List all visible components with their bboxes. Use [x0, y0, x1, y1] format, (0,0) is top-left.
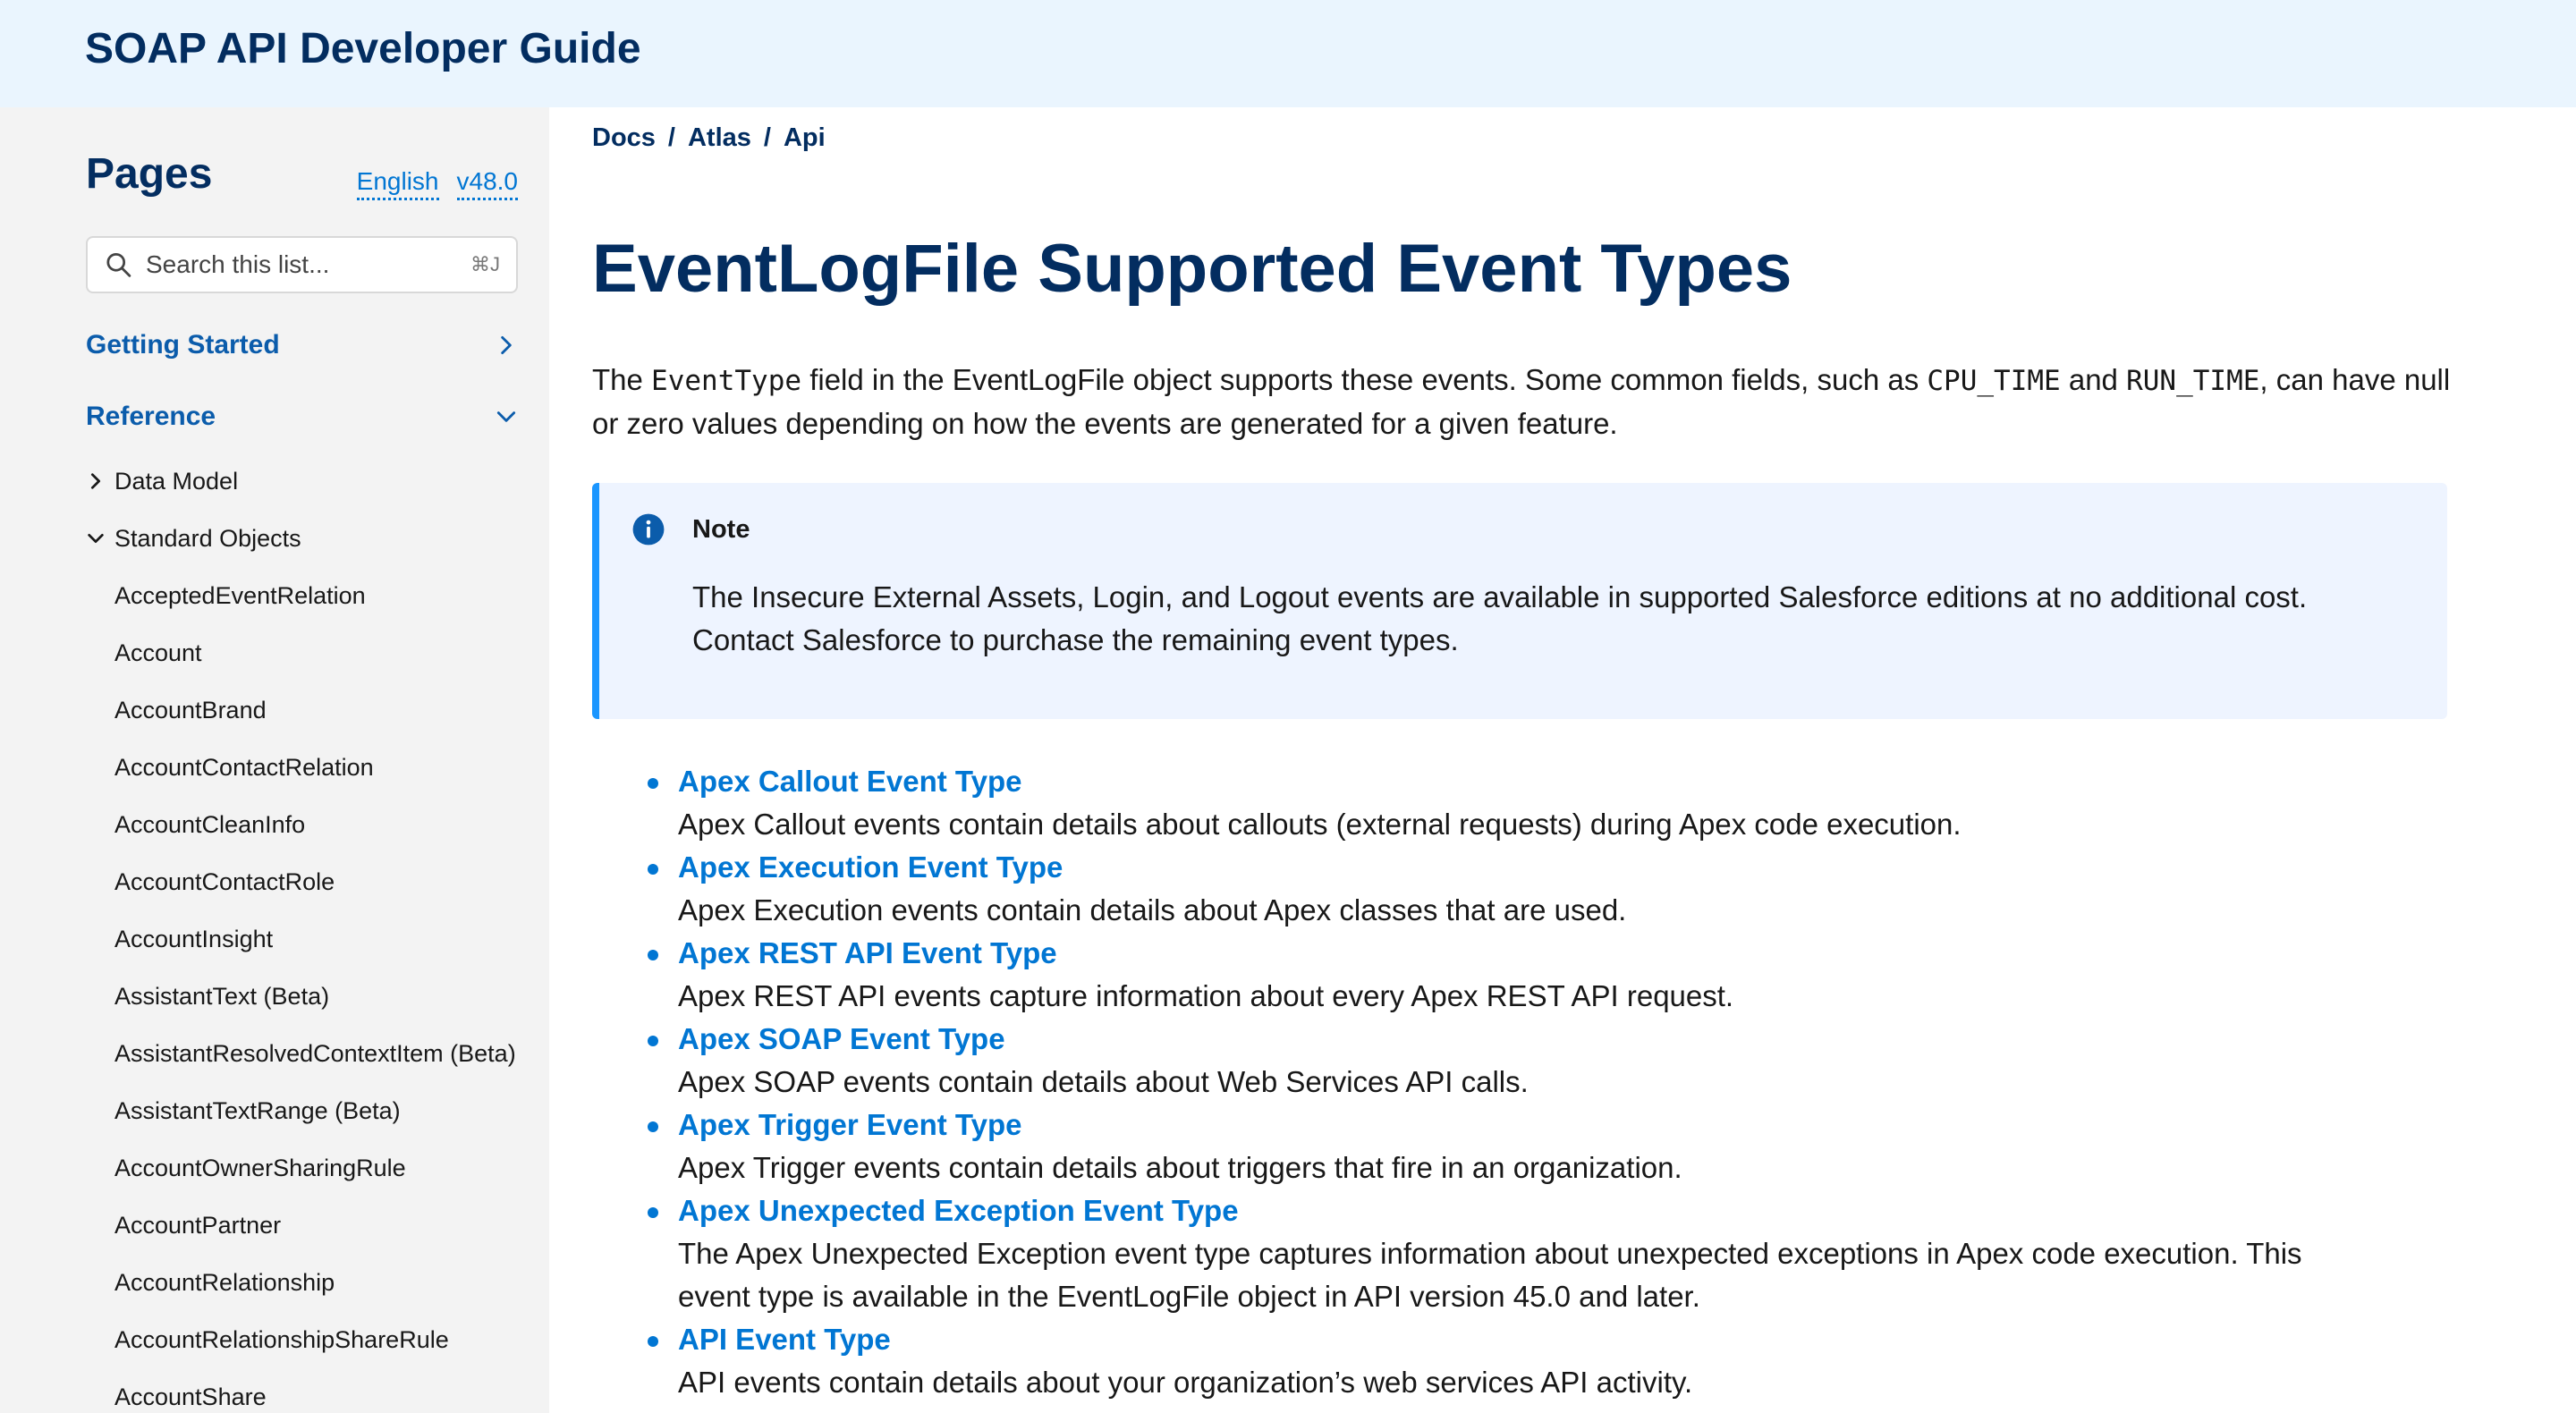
- object-item[interactable]: AssistantResolvedContextItem (Beta): [114, 1040, 516, 1067]
- object-item[interactable]: AccountRelationship: [114, 1269, 335, 1296]
- event-description: API events contain details about your organization’s web services API activity.: [678, 1366, 1693, 1399]
- bullet: [648, 864, 658, 875]
- guide-title[interactable]: SOAP API Developer Guide: [85, 25, 641, 72]
- breadcrumb-api[interactable]: Api: [783, 123, 826, 152]
- chevron-right-icon: [495, 334, 518, 357]
- intro-text: The: [592, 363, 652, 396]
- chevron-right-icon: [86, 471, 106, 491]
- event-description: Apex Trigger events contain details about triggers that fire in an organization.: [678, 1151, 1682, 1184]
- list-item: [592, 932, 2576, 1018]
- section-label: Getting Started: [86, 330, 280, 360]
- list-item: [592, 1018, 2576, 1104]
- bullet: [648, 1336, 658, 1347]
- bullet: [648, 1036, 658, 1046]
- breadcrumb: [592, 123, 2576, 153]
- page-title: EventLogFile Supported Event Types: [592, 231, 1792, 307]
- event-description: Apex Callout events contain details about callouts (external requests) during Apex code execution.: [678, 808, 1962, 841]
- note-callout: [592, 483, 2447, 719]
- inline-code: RUN_TIME: [2126, 365, 2260, 397]
- note-heading: Note: [692, 515, 750, 544]
- object-item[interactable]: AccountRelationshipShareRule: [114, 1326, 449, 1353]
- event-link-apex-soap[interactable]: Apex SOAP Event Type: [678, 1022, 1005, 1055]
- object-item[interactable]: AccountOwnerSharingRule: [114, 1155, 406, 1181]
- object-item[interactable]: AccountContactRole: [114, 868, 335, 895]
- breadcrumb-separator: /: [667, 123, 675, 152]
- intro-text: and: [2060, 363, 2127, 396]
- event-link-apex-unexpected-exception[interactable]: Apex Unexpected Exception Event Type: [678, 1194, 1239, 1227]
- breadcrumb-docs[interactable]: Docs: [592, 123, 656, 152]
- bullet: [648, 778, 658, 789]
- section-getting-started[interactable]: [86, 309, 518, 381]
- object-item[interactable]: AccountInsight: [114, 926, 274, 952]
- object-item[interactable]: AccountContactRelation: [114, 754, 374, 781]
- main-content: [549, 107, 2576, 1413]
- object-item[interactable]: AssistantTextRange (Beta): [114, 1097, 401, 1124]
- top-header: [0, 0, 2576, 107]
- search-icon: [104, 250, 133, 280]
- chevron-down-icon: [86, 529, 106, 548]
- object-item[interactable]: Account: [114, 639, 202, 666]
- tree-item-standard-objects[interactable]: [86, 510, 518, 567]
- event-description: Apex REST API events capture information about every Apex REST API request.: [678, 979, 1734, 1012]
- standard-objects-list: [86, 567, 518, 1413]
- chevron-down-icon: [495, 405, 518, 428]
- breadcrumb-atlas[interactable]: Atlas: [687, 123, 751, 152]
- object-item[interactable]: AccountPartner: [114, 1212, 282, 1239]
- bullet: [648, 1207, 658, 1218]
- event-link-apex-trigger[interactable]: Apex Trigger Event Type: [678, 1108, 1022, 1141]
- event-link-api[interactable]: API Event Type: [678, 1323, 891, 1356]
- tree-item-label: Data Model: [114, 467, 239, 495]
- event-link-apex-callout[interactable]: Apex Callout Event Type: [678, 765, 1022, 798]
- bullet: [648, 950, 658, 960]
- section-reference[interactable]: [86, 381, 518, 453]
- intro-text: field in the EventLogFile object supports these events. Some common fields, such as: [801, 363, 1928, 396]
- note-body: The Insecure External Assets, Login, and Logout events are available in supported Salesforce editions at no additional cost. Contact Salesforce to purchase the remaining event types.: [692, 580, 2308, 656]
- intro-text: , can have null or zero values depending on how the events are generated for a given feature.: [592, 363, 2451, 440]
- breadcrumb-separator: /: [763, 123, 771, 152]
- list-item: [592, 760, 2576, 846]
- object-item[interactable]: AssistantText (Beta): [114, 983, 330, 1010]
- search-box[interactable]: [86, 236, 518, 293]
- object-item[interactable]: AccountShare: [114, 1383, 267, 1410]
- event-description: Apex Execution events contain details about Apex classes that are used.: [678, 893, 1627, 926]
- object-item[interactable]: AccountBrand: [114, 697, 267, 723]
- language-selector[interactable]: English: [357, 167, 439, 200]
- inline-code: EventType: [651, 365, 802, 397]
- pages-title: Pages: [86, 150, 213, 198]
- object-item[interactable]: AccountCleanInfo: [114, 811, 306, 838]
- event-description: The Apex Unexpected Exception event type captures information about unexpected exceptions in Apex code execution. This event type is available in the EventLogFile object in API version 45.0 and later.: [678, 1237, 2302, 1313]
- inline-code: CPU_TIME: [1927, 365, 2061, 397]
- section-label: Reference: [86, 402, 216, 431]
- list-item: [592, 846, 2576, 932]
- event-type-list: [592, 760, 2576, 1404]
- event-link-apex-execution[interactable]: Apex Execution Event Type: [678, 850, 1063, 884]
- info-icon: [631, 512, 665, 546]
- list-item: [592, 1318, 2576, 1404]
- bullet: [648, 1121, 658, 1132]
- pages-header: [86, 148, 518, 200]
- pages-links: [357, 167, 518, 200]
- search-shortcut: ⌘J: [470, 253, 500, 275]
- tree-item-data-model[interactable]: [86, 453, 518, 510]
- sidebar: [0, 107, 549, 1413]
- intro-paragraph: [592, 359, 2470, 445]
- event-link-apex-rest-api[interactable]: Apex REST API Event Type: [678, 936, 1057, 969]
- event-description: Apex SOAP events contain details about Web Services API calls.: [678, 1065, 1529, 1098]
- tree-item-label: Standard Objects: [114, 524, 301, 552]
- search-input[interactable]: [144, 250, 470, 280]
- list-item: [592, 1104, 2576, 1189]
- object-item[interactable]: AcceptedEventRelation: [114, 582, 366, 609]
- list-item: [592, 1189, 2576, 1318]
- version-selector[interactable]: v48.0: [457, 167, 519, 200]
